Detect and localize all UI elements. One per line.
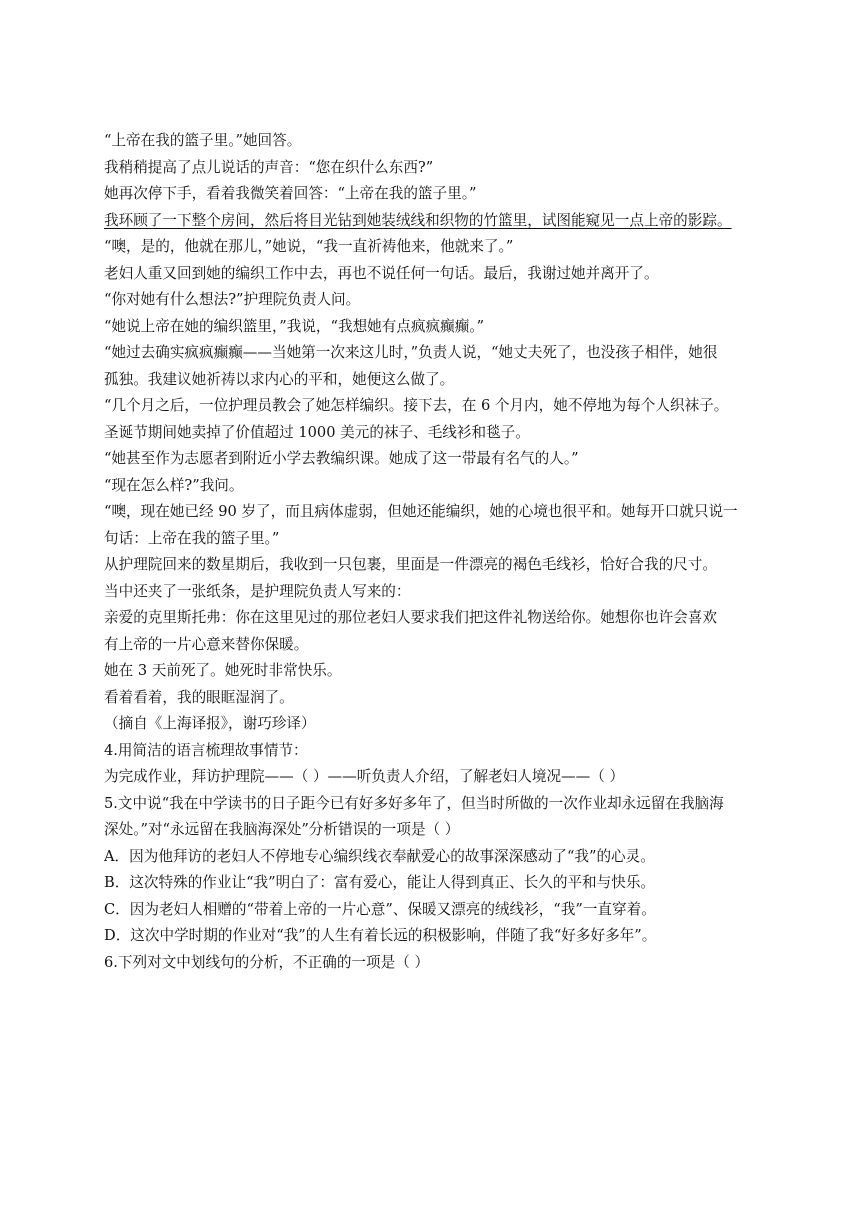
question-4: 4.用简洁的语言梳理故事情节： bbox=[104, 741, 308, 759]
text-line: 她在 3 天前死了。她死时非常快乐。 bbox=[104, 662, 342, 679]
text-line: “她甚至作为志愿者到附近小学去教编织课。她成了这一带最有名气的人。” bbox=[104, 450, 579, 467]
question-6: 6.下列对文中划线句的分析，不正确的一项是（ ） bbox=[104, 953, 430, 971]
text-line: 有上帝的一片心意来替你保暖。 bbox=[104, 635, 309, 653]
option-c: C．因为老妇人相赠的“带着上帝的一片心意”、保暖又漂亮的绒线衫，“我”一直穿着。 bbox=[104, 900, 656, 918]
text-line: “上帝在我的篮子里。”她回答。 bbox=[104, 132, 302, 149]
text-line: 句话：上帝在我的篮子里。” bbox=[104, 529, 280, 547]
option-b: B．这次特殊的作业让“我”明白了：富有爱心，能让人得到真正、长久的平和与快乐。 bbox=[104, 874, 656, 891]
text-line: “她说上帝在她的编织篮里，”我说，“我想她有点疯疯癫癫。” bbox=[104, 317, 485, 335]
text-line: “噢，是的，他就在那儿，”她说，“我一直祈祷他来，他就来了。” bbox=[104, 238, 514, 255]
document-body bbox=[104, 128, 784, 976]
text-line: “她过去确实疯疯癫癫——当她第一次来这儿时，”负责人说，“她丈夫死了，也没孩子相伴，她很 bbox=[104, 344, 718, 361]
text-line: “几个月之后，一位护理员教会了她怎样编织。接下去，在 6 个月内，她不停地为每个人织袜子。 bbox=[104, 397, 729, 414]
text-line: “噢，现在她已经 90 岁了，而且病体虚弱，但她还能编织，她的心境也很平和。她每开口就只说一 bbox=[104, 503, 738, 520]
text-line: 当中还夹了一张纸条，是护理院负责人写来的： bbox=[104, 582, 411, 600]
source-citation: （摘自《上海译报》，谢巧珍译） bbox=[104, 715, 316, 732]
text-line: 我稍稍提高了点儿说话的声音：“您在织什么东西?” bbox=[104, 158, 434, 176]
text-line: 圣诞节期间她卖掉了价值超过 1000 美元的袜子、毛线衫和毯子。 bbox=[104, 423, 530, 441]
text-line: 孤独。我建议她祈祷以求内心的平和，她便这么做了。 bbox=[104, 370, 455, 388]
text-line: 老妇人重又回到她的编织工作中去，再也不说任何一句话。最后，我谢过她并离开了。 bbox=[104, 264, 659, 282]
text-line: 她再次停下手，看着我微笑着回答：“上帝在我的篮子里。” bbox=[104, 185, 477, 202]
text-line: “现在怎么样?”我问。 bbox=[104, 476, 244, 494]
text-line: 亲爱的克里斯托弗：你在这里见过的那位老妇人要求我们把这件礼物送给你。她想你也许会喜欢 bbox=[104, 609, 717, 626]
underlined-sentence: 我环顾了一下整个房间，然后将目光钻到她装绒线和织物的竹篮里，试图能窥见一点上帝的影踪。 bbox=[104, 211, 732, 229]
question-4-blanks: 为完成作业，拜访护理院——（ ）——听负责人介绍，了解老妇人境况——（ ） bbox=[104, 768, 625, 785]
text-line: 从护理院回来的数星期后，我收到一只包裹，里面是一件漂亮的褐色毛线衫，恰好合我的尺寸。 bbox=[104, 556, 717, 573]
option-d: D．这次中学时期的作业对“我”的人生有着长远的积极影响，伴随了我“好多好多年”。 bbox=[104, 927, 657, 944]
option-a: A．因为他拜访的老妇人不停地专心编织线衣奉献爱心的故事深深感动了“我”的心灵。 bbox=[104, 847, 655, 865]
question-5: 5.文中说“我在中学读书的日子距今已有好多好多年了，但当时所做的一次作业却永远留在我脑海 bbox=[104, 794, 724, 812]
text-line: 看着看着，我的眼眶湿润了。 bbox=[104, 688, 294, 706]
question-5-cont: 深处。”对“永远留在我脑海深处”分析错误的一项是（ ） bbox=[104, 821, 460, 838]
text-line: “你对她有什么想法?”护理院负责人问。 bbox=[104, 291, 361, 308]
